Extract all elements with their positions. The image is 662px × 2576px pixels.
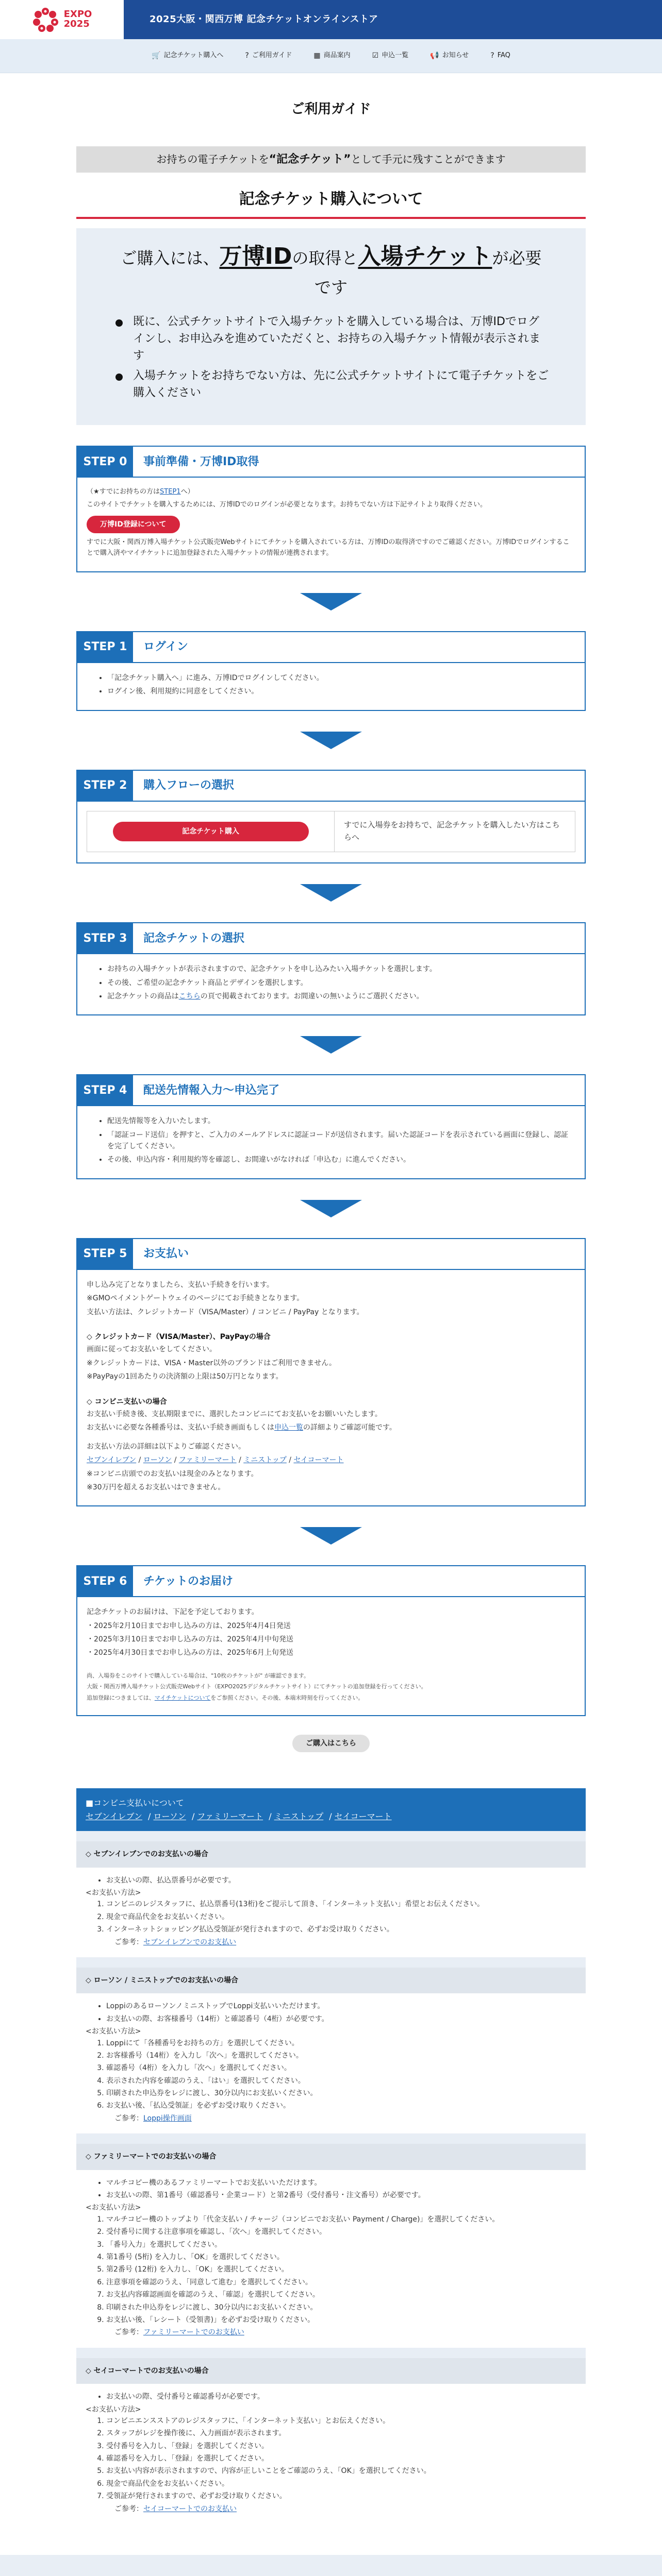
- list-item: 1. コンビニのレジスタッフに、払込票番号(13桁)をご提示して頂き、「インターネット支払い」希望とお伝えください。: [106, 1899, 576, 1910]
- store-body-seven: [76, 1868, 586, 1957]
- banner-text-post: として手元に残すことができます: [351, 152, 506, 165]
- step0-line3: すでに大阪・関西万博入場チケット公式販売Webサイトにてチケットを購入されている方は、万博IDの取得済ですのでご確認ください。万博IDでログインすることで購入済やマイチケットに追加登録された入場チケットの情報が連携されます。: [87, 538, 570, 557]
- nav-label: 商品案内: [323, 52, 351, 60]
- list-item: 1. マルチコピー機のトップより「代金支払い / チャージ（コンビニでお支払い Payment / Charge)」を選択してください。: [106, 2214, 576, 2225]
- nav-item-applications[interactable]: [372, 50, 409, 61]
- store-title-seico: ◇ セイコーマートでのお支払いの場合: [76, 2358, 586, 2384]
- list-item: 3. 受付番号を入力し、「登録」を選択してください。: [106, 2441, 576, 2452]
- list-item: • ログイン後、利用規約に同意をしてください。: [107, 686, 575, 697]
- list-item: • お支払いの際、第1番号（確認番号・企業コード）と第2番号（受付番号・注文番号）が必要です。: [106, 2190, 576, 2201]
- step-0: [76, 446, 586, 572]
- nav-item-guide[interactable]: [245, 50, 292, 61]
- text: ※GMOペイメントゲートウェイのページにてお手続きとなります。: [87, 1294, 304, 1303]
- step-title: 配送先情報入力～申込完了: [143, 1083, 280, 1097]
- bullets: [86, 2177, 576, 2201]
- arrow-down-icon: [300, 732, 362, 749]
- page-title: ご利用ガイド: [291, 101, 371, 117]
- expo-logo[interactable]: [0, 0, 124, 39]
- text: ご参考：: [114, 1938, 143, 1946]
- store-title-lawson: ◇ ローソン / ミニストップでのお支払いの場合: [76, 1968, 586, 1993]
- text: お支払いに必要な各種番号は、支払い手続き画面もしくは: [87, 1423, 274, 1432]
- list-item: 7. 受領証が発行されますので、必ずお受け取りください。: [106, 2490, 576, 2502]
- flow-description: すでに入場券をお持ちで、記念チケットを購入したい方はこちらへ: [344, 820, 560, 842]
- requirements-box: [76, 228, 586, 426]
- list-item: 6. 現金で商品代金をお支払いください。: [106, 2478, 576, 2489]
- store-title-seven: ◇ セブンイレブンでのお支払いの場合: [76, 1841, 586, 1867]
- list-item: • 配送先情報等を入力いたします。: [107, 1115, 575, 1127]
- convenience-title: ■コンビニ支払いについて: [86, 1798, 184, 1808]
- logo-line-2: 2025: [63, 19, 90, 29]
- text: ※コンビニ店頭でのお支払いは現金のみとなります。: [87, 1469, 258, 1478]
- step-2: [76, 770, 586, 863]
- list-item: • その後、ご希望の記念チケット商品とデザインを選択します。: [107, 977, 575, 989]
- megaphone-icon: 📢: [430, 52, 439, 60]
- flow-option: [87, 811, 575, 852]
- products-link[interactable]: こちら: [178, 992, 201, 1001]
- text: 申し込み完了となりましたら、支払い手続きを行います。: [87, 1280, 274, 1289]
- banner-emphasis: “記念チケット”: [269, 152, 351, 166]
- list-item: 3. 確認番号（4桁）を入力し「次へ」を選択してください。: [106, 2062, 576, 2074]
- step-header: [77, 771, 585, 802]
- step-label: STEP 0: [77, 447, 133, 477]
- nav-label: FAQ: [497, 52, 510, 60]
- nav-label: 記念チケット購入へ: [163, 52, 224, 60]
- step-body: [77, 802, 585, 862]
- step1-link[interactable]: STEP1: [160, 488, 181, 496]
- store-link-seico[interactable]: セイコーマート: [293, 1456, 344, 1465]
- steps: [86, 2038, 576, 2112]
- text: 追加登録につきましては、: [87, 1694, 155, 1702]
- list-item: 1. コンビニエンスストアのレジスタッフに、「インターネット支払い」とお伝えください。: [106, 2415, 576, 2427]
- step-body: [77, 663, 585, 710]
- anchor-seico[interactable]: セイコーマート: [334, 1811, 392, 1821]
- store-title-family: ◇ ファミリーマートでのお支払いの場合: [76, 2144, 586, 2170]
- bullets: [86, 2001, 576, 2025]
- commemorative-ticket-purchase-button[interactable]: 記念チケット購入: [113, 822, 309, 841]
- convenience-store-links: セブンイレブン / ローソン / ファミリーマート / ミニストップ / セイコーマート: [86, 1811, 392, 1821]
- anchor-lawson[interactable]: ローソン: [153, 1811, 186, 1821]
- text: ※PayPayの1回あたりの決済額の上限は50万円となります。: [87, 1372, 283, 1381]
- faq-icon: ?: [490, 52, 494, 60]
- list-item: 2. お客様番号（14桁）を入力し「次へ」を選択してください。: [106, 2050, 576, 2061]
- convenience-header: [76, 1788, 586, 1831]
- steps: [86, 1899, 576, 1935]
- list-item: 4. 表示された内容を確認のうえ、「はい」を選択してください。: [106, 2075, 576, 2087]
- list-item: 2. 受付番号に関する注意事項を確認し、「次へ」を選択してください。: [106, 2226, 576, 2238]
- my-ticket-link[interactable]: マイチケットについて: [154, 1694, 211, 1702]
- store-link-seven[interactable]: セブンイレブン: [87, 1456, 137, 1465]
- step-title: ログイン: [143, 640, 188, 654]
- text: ご参考：: [114, 2328, 143, 2337]
- step-title: 記念チケットの選択: [143, 931, 245, 945]
- step-title: お支払い: [143, 1247, 189, 1261]
- step-header: [77, 1075, 585, 1106]
- steps: [86, 2214, 576, 2326]
- cart-icon: 🛒: [152, 52, 161, 60]
- step-3: [76, 922, 586, 1015]
- step-header: [77, 923, 585, 954]
- store-links: セブンイレブン / ローソン / ファミリーマート / ミニストップ / セイコーマート: [87, 1456, 344, 1465]
- text: ご参考：: [114, 2114, 143, 2123]
- step-body: [77, 478, 585, 571]
- myaku-myaku-logo-icon: [32, 6, 59, 33]
- list-item: 5. 印刷された申込券をレジに渡し、30分以内にお支払いください。: [106, 2088, 576, 2099]
- seven-reference-link[interactable]: セブンイレブンでのお支払い: [143, 1938, 237, 1946]
- text: （★すでにお持ちの方は: [87, 488, 160, 496]
- step4-list: [87, 1115, 575, 1166]
- reference: [86, 2113, 576, 2124]
- list-item: 5. 第2番号 (12桁) を入力し、「OK」を選択してください。: [106, 2264, 576, 2275]
- anchor-family[interactable]: ファミリーマート: [197, 1811, 263, 1821]
- list-item: 3. 「番号入力」を選択してください。: [106, 2239, 576, 2250]
- store-link-ministop[interactable]: ミニストップ: [243, 1456, 287, 1465]
- arrow-down-icon: [300, 593, 362, 611]
- step-header: [77, 447, 585, 478]
- main-nav: [0, 39, 662, 73]
- list-item: 3. インターネットショッピング払込受領証が発行されますので、必ずお受け取りください。: [106, 1924, 576, 1935]
- store-body-family: [76, 2170, 586, 2348]
- anchor-seven[interactable]: セブンイレブン: [86, 1811, 142, 1821]
- card-section-title: ◇ クレジットカード（VISA/Master）、PayPayの場合: [87, 1333, 271, 1342]
- logo-line-1: EXPO: [63, 9, 92, 20]
- list-item: 6. お支払い後、「払込受領証」を必ずお受け取りください。: [106, 2100, 576, 2111]
- step-title: 購入フローの選択: [143, 779, 235, 792]
- text: へ）: [180, 488, 194, 496]
- list-item: [107, 991, 575, 1002]
- step-title: 事前準備・万博ID取得: [143, 455, 259, 468]
- text: [87, 1422, 575, 1433]
- list-item: • 「記念チケット購入へ」に進み、万博IDでログインしてください。: [107, 672, 575, 684]
- list-item: 8. 印刷された申込券をレジに渡し、30分以内にお支払いください。: [106, 2302, 576, 2313]
- step0-line2: このサイトでチケットを購入するためには、万博IDでのログインが必要となります。お持ちでない方は下記サイトより取得ください。: [87, 501, 487, 509]
- step-body: [77, 1597, 585, 1715]
- text: 画面に従ってお支払いをしてください。: [87, 1345, 217, 1354]
- convenience-payment-section: [76, 1788, 586, 2524]
- steps: [86, 2415, 576, 2502]
- step-1: [76, 631, 586, 711]
- step-6: [76, 1565, 586, 1716]
- nav-item-news[interactable]: [430, 50, 469, 61]
- list-item: 2. スタッフがレジを操作後に、入力画面が表示されます。: [106, 2428, 576, 2439]
- step-body: [77, 954, 585, 1014]
- list-item: • 「認証コード送信」を押すと、ご入力のメールアドレスに認証コードが送信されます。届いた認証コードを表示されている画面に登録し、認証を完了してください。: [107, 1129, 575, 1153]
- nav-label: ご利用ガイド: [252, 52, 292, 60]
- main-content: [76, 146, 586, 2524]
- step-label: STEP 5: [77, 1239, 133, 1269]
- text: ・2025年3月10日までお申し込みの方は、2025年4月中旬発送: [87, 1635, 293, 1644]
- site-header: [0, 0, 662, 39]
- reference: [86, 2503, 576, 2515]
- title-part: が必要です: [314, 248, 542, 298]
- convenience-section-title: ◇ コンビニ支払いの場合: [87, 1397, 167, 1406]
- store-link-family[interactable]: ファミリーマート: [178, 1456, 237, 1465]
- list-item: • マルチコピー機のあるファミリーマートでお支払いいただけます。: [106, 2177, 576, 2189]
- delivery-notes: [87, 1671, 575, 1703]
- site-title: 2025大阪・関西万博 記念チケットオンラインストア: [150, 13, 378, 25]
- step-header: [77, 1566, 585, 1597]
- text: 尚、入場券をこのサイトで購入している場合は、"10枚のチケットが" が確認できます。: [87, 1672, 309, 1679]
- title-expo-id: 万博ID: [219, 243, 292, 269]
- grid-icon: ▦: [313, 52, 321, 60]
- text: 記念チケットのお届けは、下記を予定しております。: [87, 1608, 259, 1617]
- seico-reference-link[interactable]: セイコーマートでのお支払い: [143, 2504, 237, 2513]
- question-icon: ?: [245, 52, 249, 60]
- list-item: • その後、申込内容・利用規約等を確認し、お間違いがなければ「申込む」に進んでください。: [107, 1154, 575, 1165]
- arrow-down-icon: [300, 884, 362, 902]
- bullets: [86, 2391, 576, 2402]
- text: ※クレジットカードは、VISA・Master以外のブランドはご利用できません。: [87, 1359, 337, 1367]
- step3-list: [87, 963, 575, 1002]
- text: ・2025年2月10日までお申し込みの方は、2025年4月4日発送: [87, 1621, 291, 1630]
- text: お支払い手続き後、支払期限までに、選択したコンビニにてお支払いをお願いいたします。: [87, 1410, 382, 1418]
- text: ご参考：: [114, 2504, 143, 2513]
- step-4: [76, 1074, 586, 1179]
- step-title: チケットのお届け: [143, 1574, 234, 1588]
- list-item: 5. お支払い内容が表示されますので、内容が正しいことをご確認のうえ、「OK」を選択してください。: [106, 2465, 576, 2477]
- step-label: STEP 4: [77, 1075, 133, 1105]
- step-body: [77, 1270, 585, 1505]
- application-list-link[interactable]: 申込一覧: [274, 1423, 303, 1432]
- text: 支払い方法は、クレジットカード（VISA/Master）/ コンビニ / PayPay となります。: [87, 1308, 364, 1316]
- list-item: 1. Loppiにて「各種番号をお持ちの方」を選択してください。: [106, 2038, 576, 2049]
- logo-text: [64, 10, 92, 29]
- text: の詳細よりご確認可能です。: [303, 1423, 396, 1432]
- list-item: 4. 第1番号 (5桁) を入力し、「OK」を選択してください。: [106, 2251, 576, 2263]
- form-icon: ☑: [372, 52, 379, 60]
- step-5: [76, 1238, 586, 1506]
- list-item: • お支払いの際、受付番号と確認番号が必要です。: [106, 2391, 576, 2402]
- site-footer: [0, 2555, 662, 2576]
- method-label: <お支払い方法>: [86, 2204, 141, 2212]
- nav-label: お知らせ: [442, 52, 469, 60]
- card-paypay-section: [87, 1331, 575, 1383]
- arrow-down-icon: [300, 1036, 362, 1054]
- intro-banner: [76, 146, 586, 173]
- text: 記念チケットの商品は: [107, 992, 179, 1001]
- anchor-ministop[interactable]: ミニストップ: [274, 1811, 324, 1821]
- list-item: 7. お支払内容確認画面を確認のうえ、「確認」を選択してください。: [106, 2289, 576, 2300]
- step-header: [77, 1239, 585, 1270]
- nav-item-purchase[interactable]: [152, 50, 223, 61]
- nav-item-faq[interactable]: [490, 50, 510, 61]
- store-body-lawson: [76, 1993, 586, 2133]
- step0-line1: [87, 487, 575, 498]
- bullets: [86, 1875, 576, 1886]
- text: 大阪・関西万博入場チケット公式販売Webサイト（EXPO2025デジタルチケットサイト）にてチケットの追加登録を行ってください。: [87, 1683, 427, 1690]
- title-part: ご購入には、: [120, 248, 220, 268]
- banner-text-pre: お持ちの電子チケットを: [156, 152, 269, 165]
- step1-list: [87, 672, 575, 698]
- convenience-section: [87, 1396, 575, 1494]
- loppi-reference-link[interactable]: Loppi操作画面: [143, 2114, 192, 2123]
- title-part: の取得と: [292, 248, 358, 268]
- nav-item-products[interactable]: [313, 50, 350, 61]
- arrow-down-icon: [300, 1200, 362, 1217]
- step-body: [77, 1106, 585, 1178]
- step-label: STEP 6: [77, 1566, 133, 1596]
- arrow-down-icon: [300, 1527, 362, 1545]
- list-item: 2. 現金で商品代金をお支払いください。: [106, 1911, 576, 1923]
- step-label: STEP 1: [77, 632, 133, 662]
- list-item: • お支払いの際、払込票番号が必要です。: [106, 1875, 576, 1886]
- header-band: [124, 0, 662, 39]
- list-item: 入場チケットをお持ちでない方は、先に公式チケットサイトにて電子チケットをご購入ください: [112, 367, 550, 401]
- text: の頁で掲載されております。お間違いの無いようにご選択ください。: [200, 992, 424, 1001]
- expo-id-register-button[interactable]: 万博ID登録について: [87, 516, 180, 533]
- step-label: STEP 3: [77, 923, 133, 953]
- list-item: • お支払いの際、お客様番号（14桁）と確認番号（4桁）が必要です。: [106, 2013, 576, 2025]
- list-item: 4. 確認番号を入力し、「登録」を選択してください。: [106, 2453, 576, 2464]
- method-label: <お支払い方法>: [86, 2405, 141, 2414]
- title-entry-ticket: 入場チケット: [358, 243, 492, 269]
- list-item: 既に、公式チケットサイトで入場チケットを購入している場合は、万博IDでログインし、お申込みを進めていただくと、お持ちの入場チケット情報が表示されます: [112, 313, 550, 364]
- step-header: [77, 632, 585, 663]
- store-link-lawson[interactable]: ローソン: [143, 1456, 172, 1465]
- store-body-seico: [76, 2384, 586, 2524]
- method-label: <お支払い方法>: [86, 1889, 141, 1897]
- requirements-title: [112, 239, 550, 301]
- family-reference-link[interactable]: ファミリーマートでのお支払い: [143, 2328, 244, 2337]
- buy-here-button[interactable]: ご購入はこちら: [292, 1735, 370, 1752]
- reference: [86, 2327, 576, 2338]
- nav-label: 申込一覧: [382, 52, 409, 60]
- step-label: STEP 2: [77, 771, 133, 801]
- text: ・2025年4月30日までお申し込みの方は、2025年6月上旬発送: [87, 1649, 293, 1657]
- text: ※30万円を超えるお支払いはできません。: [87, 1483, 225, 1492]
- list-item: 6. 注意事項を確認のうえ、「同意して進む」を選択してください。: [106, 2277, 576, 2288]
- method-label: <お支払い方法>: [86, 2027, 141, 2036]
- text: お支払い方法の詳細は以下よりご確認ください。: [87, 1442, 245, 1451]
- list-item: 9. お支払い後、「レシート（受領書)」を必ずお受け取りください。: [106, 2314, 576, 2326]
- text: をご参照ください。その後、本端末時刻を行ってください。: [210, 1694, 364, 1702]
- reference: [86, 1937, 576, 1948]
- section-heading: 記念チケット購入について: [76, 176, 586, 219]
- text: [87, 1693, 575, 1703]
- list-item: • お持ちの入場チケットが表示されますので、記念チケットを申し込みたい入場チケットを選択します。: [107, 963, 575, 975]
- list-item: • LoppiのあるローソンノミニストップでLoppi支払いいただけます。: [106, 2001, 576, 2012]
- flow-button-cell: [87, 811, 335, 852]
- requirements-list: [112, 313, 550, 401]
